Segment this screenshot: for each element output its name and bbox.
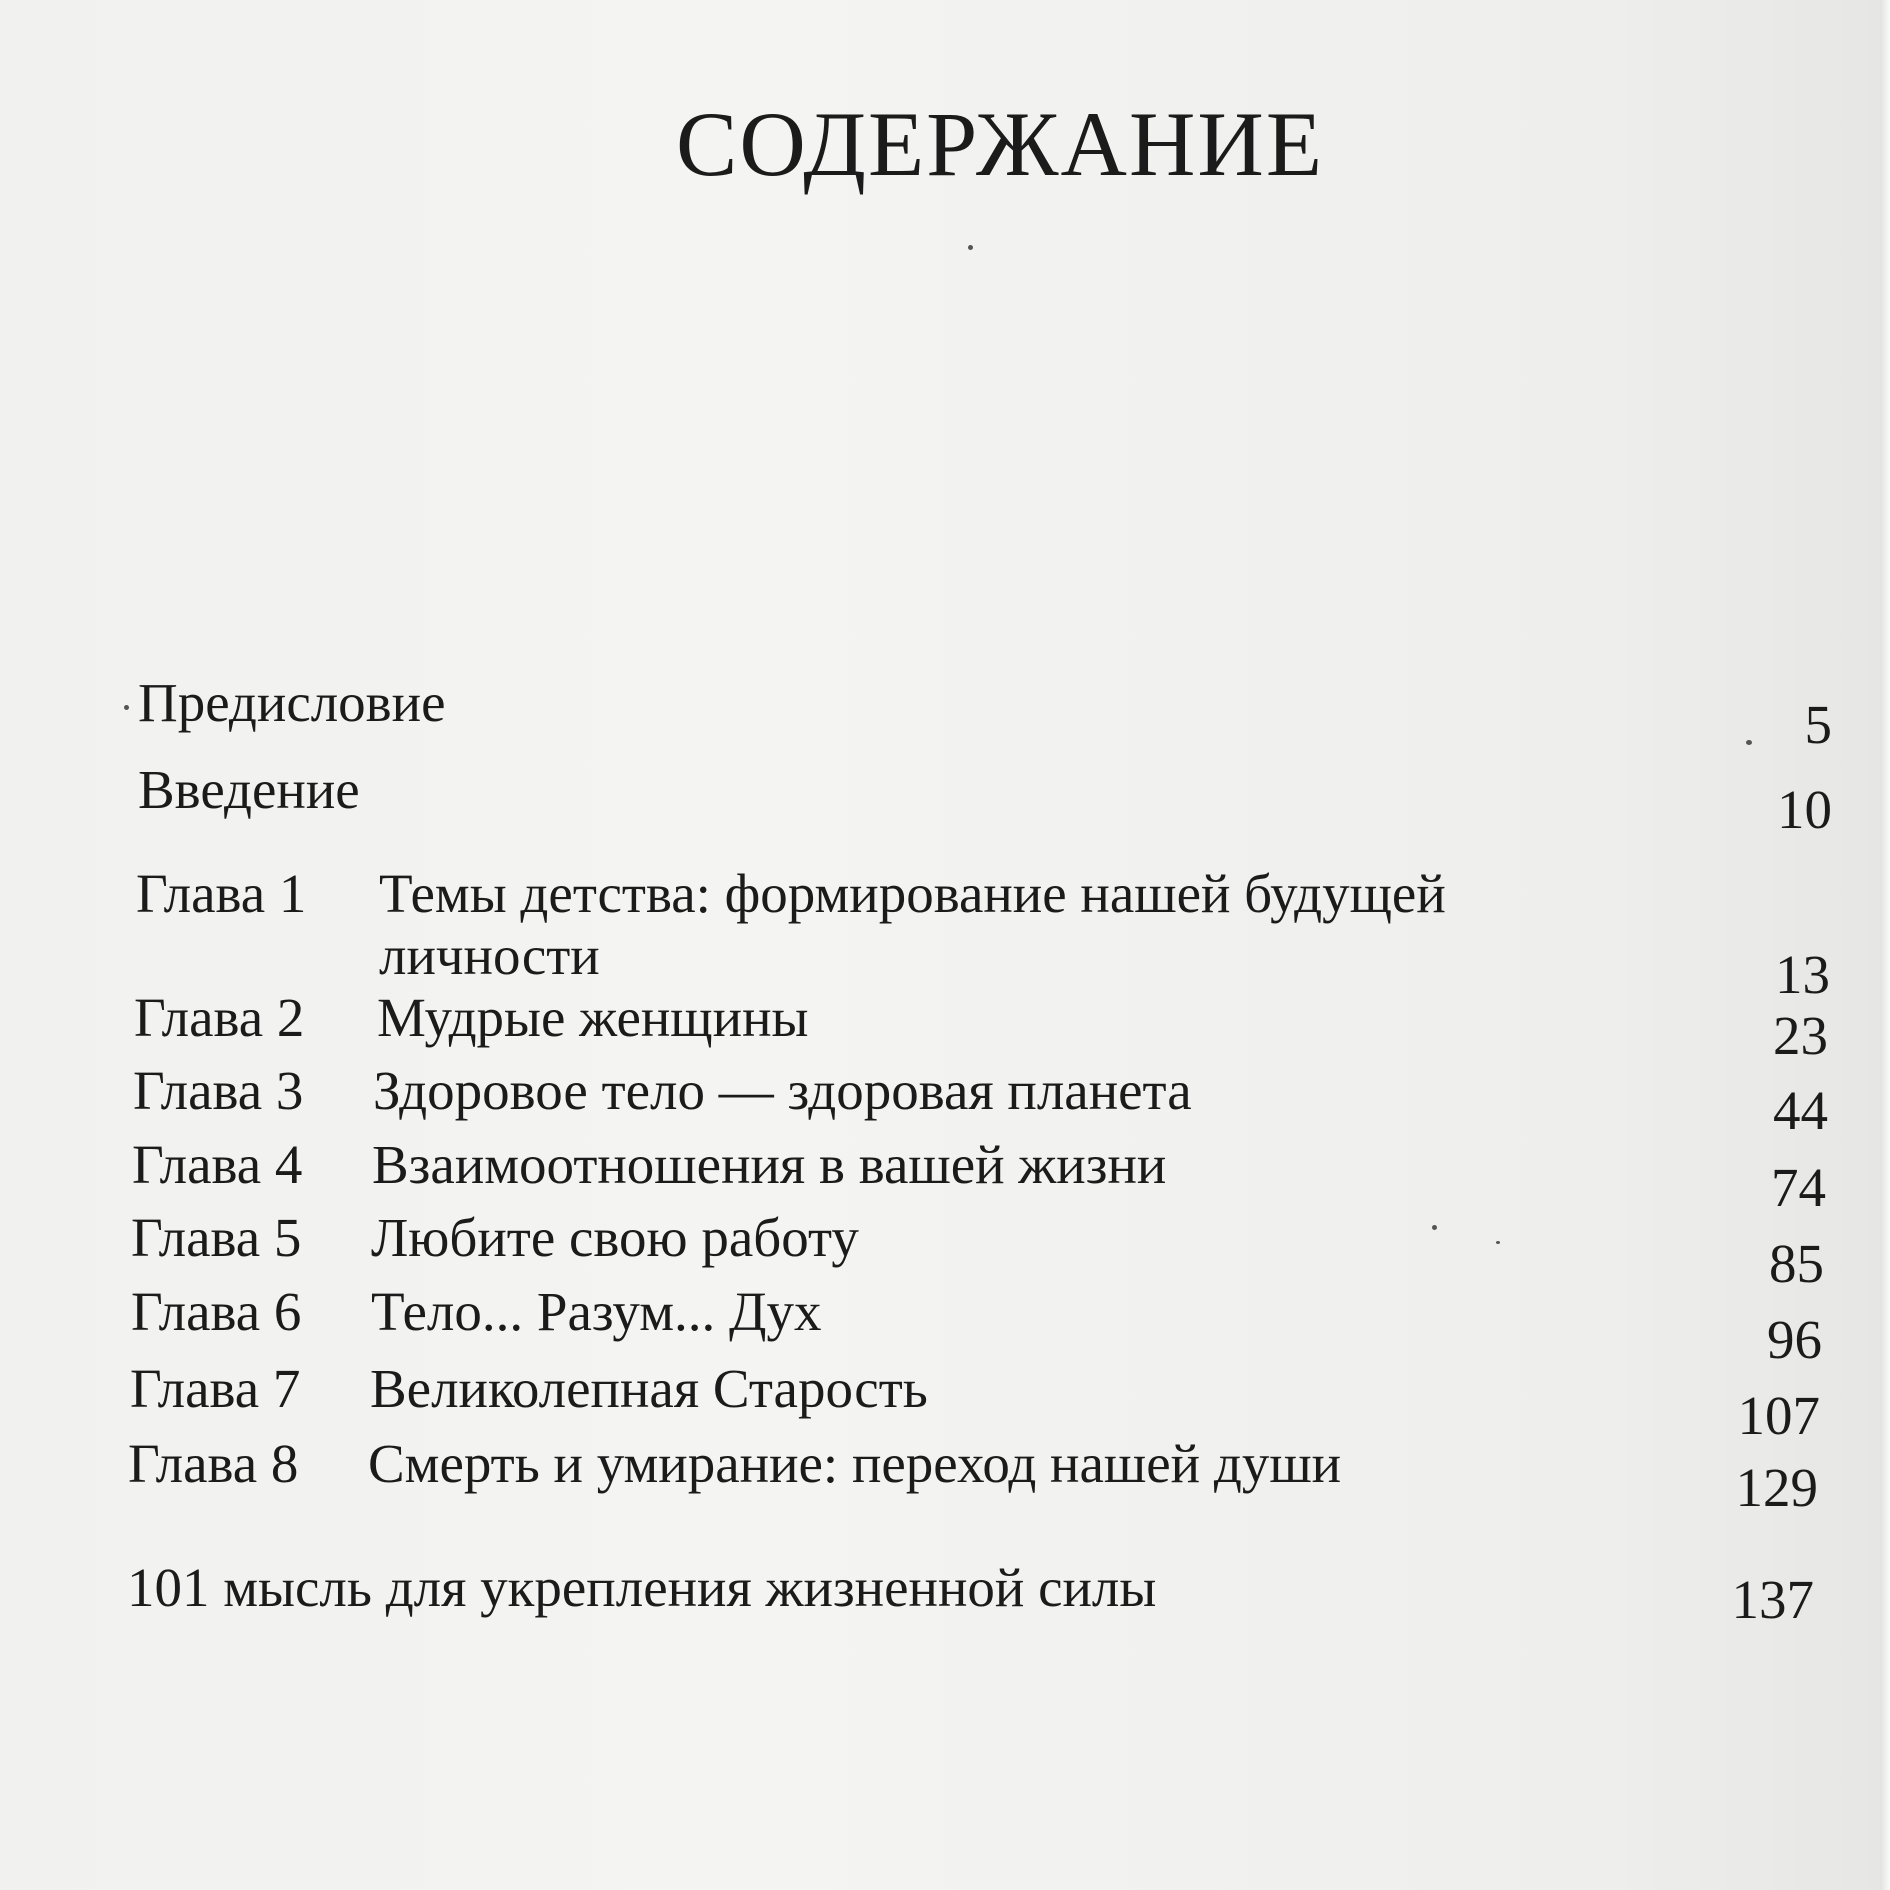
- page-edge: [1880, 0, 1890, 1890]
- chapter-prefix: Глава 5: [131, 1207, 302, 1268]
- chapter-prefix: Глава 6: [131, 1281, 302, 1342]
- chapter-title: Тело... Разум... Дух: [371, 1281, 822, 1342]
- toc-page-number: 13: [1775, 944, 1830, 1005]
- chapter-prefix: Глава 2: [134, 987, 305, 1048]
- scan-speck: [1432, 1225, 1437, 1230]
- chapter-title: Мудрые женщины: [377, 987, 809, 1048]
- chapter-title: Темы детства: формирование нашей будущей: [379, 863, 1446, 924]
- scan-speck: [1496, 1241, 1500, 1244]
- chapter-prefix: Глава 1: [136, 863, 307, 924]
- toc-page-number: 74: [1771, 1157, 1826, 1218]
- scan-speck: [124, 705, 129, 710]
- toc-page-number: 85: [1769, 1233, 1824, 1294]
- chapter-prefix: Глава 8: [128, 1433, 299, 1494]
- chapter-prefix: Глава 7: [130, 1358, 301, 1419]
- toc-page-number: 107: [1737, 1385, 1820, 1446]
- scan-speck: [968, 245, 973, 250]
- toc-page-number: 137: [1731, 1569, 1814, 1630]
- chapter-title: Смерть и умирание: переход нашей души: [368, 1433, 1342, 1494]
- toc-page-number: 5: [1804, 694, 1832, 755]
- toc-page-number: 23: [1773, 1005, 1828, 1066]
- chapter-prefix: Глава 4: [132, 1134, 303, 1195]
- toc-entry-label: 101 мысль для укрепления жизненной силы: [127, 1557, 1157, 1618]
- toc-page-number: 44: [1773, 1080, 1828, 1141]
- chapter-prefix: Глава 3: [133, 1060, 304, 1121]
- toc-page-number: 129: [1735, 1457, 1818, 1518]
- chapter-title-continued: личности: [379, 925, 600, 986]
- toc-entry-label: Предисловие: [138, 672, 446, 733]
- chapter-title: Взаимоотношения в вашей жизни: [372, 1134, 1167, 1195]
- toc-page-number: 10: [1777, 779, 1832, 840]
- toc-page-number: 96: [1767, 1309, 1822, 1370]
- toc-heading: СОДЕРЖАНИЕ: [675, 93, 1325, 195]
- chapter-title: Здоровое тело — здоровая планета: [373, 1060, 1192, 1121]
- scan-speck: [1746, 740, 1752, 745]
- chapter-title: Великолепная Старость: [370, 1358, 928, 1419]
- toc-entry-label: Введение: [138, 759, 360, 820]
- chapter-title: Любите свою работу: [371, 1207, 859, 1268]
